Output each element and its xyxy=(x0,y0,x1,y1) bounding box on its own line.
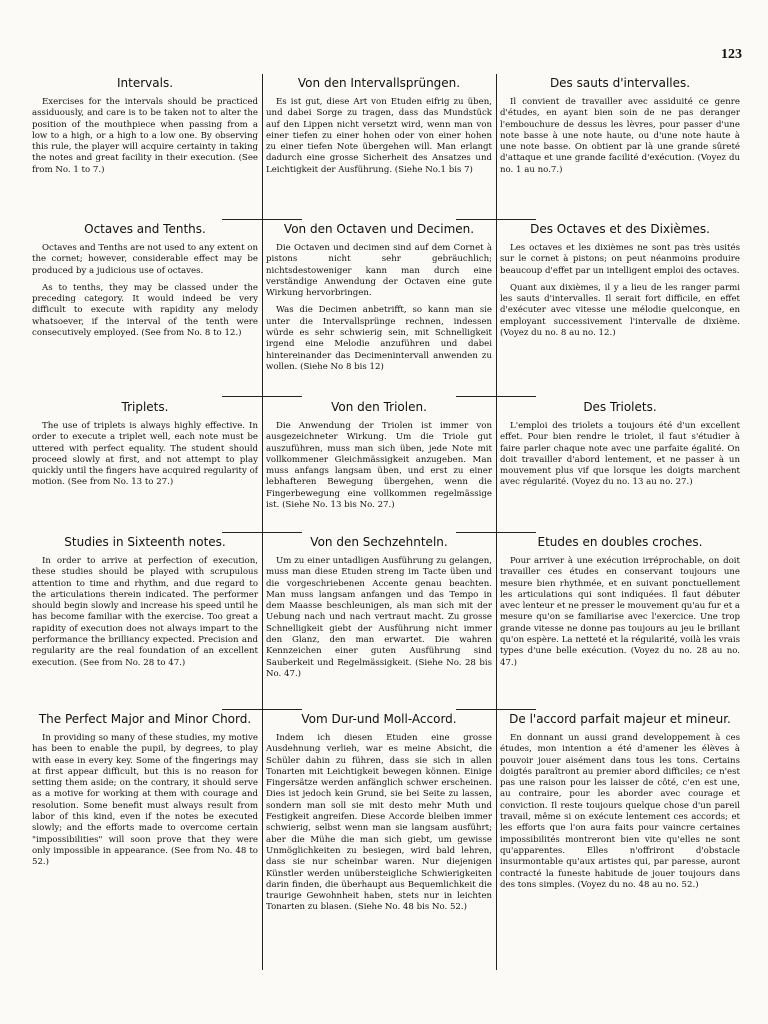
row-divider xyxy=(456,709,536,710)
section-paragraph: L'emploi des triolets a toujours été d'un excellent effet. Pour bien rendre le triolet, il faut s'étudier à faire parler chaque note avec une parfaite égalité. On doit travailler d'abord lentement, et ne passer à un mouvement plus vif que lorsque les doigts marchent avec régularité. (Voyez du no. 13 au no. 27.) xyxy=(500,421,740,488)
section-paragraph: Es ist gut, diese Art von Etuden eifrig zu üben, und dabei Sorge zu tragen, dass das Mundstück auf den Lippen nicht versetzt wird, wenn man von einer tiefen zu einer hohen oder von einer hohen zu einer tiefen Note übergehen will. Man erlangt dadurch eine grosse Sicherheit des Ansatzes und Leichtigkeit der Ausführung. (Siehe No.1 bis 7) xyxy=(266,97,492,175)
section-paragraph: Octaves and Tenths are not used to any extent on the cornet; however, considerable effect may be produced by a judicious use of octaves. xyxy=(32,243,258,276)
section-paragraph: Um zu einer untadligen Ausführung zu gelangen, muss man diese Etuden streng im Tacte üben und die vorgeschriebenen Accente genau beachten. Man muss langsam anfangen und das Tempo in dem Maasse beschleunigen, als man sich mit der Uebung nach und nach vertraut macht. Zu grosse Schnelligkeit giebt der Ausführung nicht immer den Glanz, den man erwartet. Die wahren Kennzeichen einer guten Ausführung sind Sauberkeit und Regelmässigkeit. (Siehe No. 28 bis No. 47.) xyxy=(266,556,492,679)
section-paragraph: Les octaves et les dixièmes ne sont pas très usités sur le cornet à pistons; on peut néanmoins produire beaucoup d'effet par un intelligent emploi des octaves. xyxy=(500,243,740,276)
section-paragraph: Pour arriver à une exécution irréprochable, on doit travailler ces études en conservant toujours une mesure bien rhythmée, et en suivant ponctuellement les articulations qui sont indiquées. Il faut débuter avec lenteur et ne presser le mouvement qu'au fur et a mesure qu'on se familiarise avec l'exercice. Une trop grande vitesse ne donne pas toujours au jeu le brillant qu'on espère. La netteté et la régularité, voilà les vrais types d'une belle exécution. (Voyez du no. 28 au no. 47.) xyxy=(500,556,740,668)
section-heading: Etudes en doubles croches. xyxy=(537,535,703,549)
section-heading: Von den Sechzehnteln. xyxy=(310,535,448,549)
section-des-octaves-et-des-dixi-mes xyxy=(500,222,740,393)
section-von-den-triolen xyxy=(266,400,492,529)
section-von-den-octaven-und-decimen xyxy=(266,222,492,393)
section-paragraph: Quant aux dixièmes, il y a lieu de les ranger parmi les sauts d'intervalles. Il serait fort difficile, en effet d'exécuter avec vitesse une mélodie quelconque, en employant successivement l'intervalle de dixième. (Voyez du no. 8 au no. 12.) xyxy=(500,282,740,339)
column-divider xyxy=(262,74,263,970)
section-paragraph: Exercises for the intervals should be practiced assiduously, and care is to be taken not to alter the position of the mouthpiece when passing from a low to a high, or a high to a low one. By observing this rule, the player will acquire certainty in taking the notes and great facility in their execution. (See from No. 1 to 7.) xyxy=(32,97,258,175)
section-des-sauts-d-intervalles xyxy=(500,76,740,216)
row-divider xyxy=(222,709,302,710)
section-triplets xyxy=(32,400,258,529)
section-vom-dur-und-moll-accord xyxy=(266,712,492,970)
section-intervals xyxy=(32,76,258,216)
section-heading: De l'accord parfait majeur et mineur. xyxy=(509,712,731,726)
section-etudes-en-doubles-croches xyxy=(500,535,740,706)
section-paragraph: Die Anwendung der Triolen ist immer von ausgezeichneter Wirkung. Um die Triole gut auszuführen, muss man sich üben, jede Note mit vollkommener Gleichmässigkeit anzugeben. Man muss anfangs langsam üben, und erst zu einer lebhafteren Bewegung übergehen, wenn die Fingerbewegung eine vollkommen regelmässige ist. (Siehe No. 13 bis No. 27.) xyxy=(266,421,492,511)
column-divider xyxy=(496,74,497,970)
section-octaves-and-tenths xyxy=(32,222,258,393)
section-heading: Octaves and Tenths. xyxy=(84,222,206,236)
section-paragraph: Indem ich diesen Etuden eine grosse Ausdehnung verlieh, war es meine Absicht, die Schüler dahin zu führen, dass sie sich in allen Tonarten mit Leichtigkeit bewegen können. Einige Fingersätze werden anfänglich schwer erscheinen. Dies ist jedoch kein Grund, sie bei Seite zu lassen, sondern man soll sie mit desto mehr Muth und Festigkeit angreifen. Diese Accorde bleiben immer schwierig, selbst wenn man sie langsam ausführt; aber die Mühe die man sich giebt, um gewisse Unmöglichkeiten zu besiegen, wird bald lehren, dass sie nur scheinbar waren. Nur diejenigen Künstler werden unübersteigliche Schwierigkeiten darin finden, die überhaupt aus Bequemlichkeit die traurige Gewohnheit haben, stets nur in leichten Tonarten zu blasen. (Siehe No. 48 bis No. 52.) xyxy=(266,733,492,913)
section-von-den-sechzehnteln xyxy=(266,535,492,706)
section-des-triolets xyxy=(500,400,740,529)
section-heading: Des sauts d'intervalles. xyxy=(549,76,691,90)
section-paragraph: In providing so many of these studies, my motive has been to enable the pupil, by degrees, to play with ease in every key. Some of the fingerings may at first appear difficult, but this is no reason for setting them aside; on the contrary, it should serve as a motive for working at them with courage and resolution. Some benefit must always result from labor of this kind, even if the notes be executed slowly; and the efforts made to overcome certain "impossibilities" will soon prove that they were only impossible in appearance. (See from No. 48 to 52.) xyxy=(32,733,258,868)
section-heading: Studies in Sixteenth notes. xyxy=(64,535,226,549)
section-heading: Von den Octaven und Decimen. xyxy=(283,222,475,236)
page-number: 123 xyxy=(721,47,742,62)
section-heading: Des Octaves et des Dixièmes. xyxy=(530,222,710,236)
section-heading: Von den Intervallsprüngen. xyxy=(297,76,461,90)
row-divider xyxy=(456,532,536,533)
section-paragraph: The use of triplets is always highly effective. In order to execute a triplet well, each note must be uttered with perfect equality. The student should proceed slowly at first, and not attempt to play quickly until the fingers have acquired regularity of motion. (See from No. 13 to 27.) xyxy=(32,421,258,488)
section-heading: Intervals. xyxy=(116,76,174,90)
section-heading: Vom Dur-und Moll-Accord. xyxy=(301,712,457,726)
row-divider xyxy=(222,532,302,533)
section-paragraph: In order to arrive at perfection of execution, these studies should be played with scrupulous attention to time and rhythm, and due regard to the articulations therein indicated. The performer should begin slowly and increase his speed until he has become familiar with the exercise. Too great a rapidity of execution does not always impart to the performance the brilliancy expected. Precision and regularity are the real foundation of an excellent execution. (See from No. 28 to 47.) xyxy=(32,556,258,668)
section-de-l-accord-parfait-majeur-et-mineur xyxy=(500,712,740,970)
section-heading: Des Triolets. xyxy=(583,400,657,414)
section-paragraph: Il convient de travailler avec assiduité ce genre d'études, en ayant bien soin de ne pas deranger l'embouchure de dessus les lèvres, pour passer d'une note basse à une note haute, ou d'une note haute à une note basse. On obtient par là une grande sûreté d'attaque et une grande facilité d'exécution. (Voyez du no. 1 au no.7.) xyxy=(500,97,740,175)
section-the-perfect-major-and-minor-chord xyxy=(32,712,258,970)
section-paragraph: En donnant un aussi grand developpement à ces études, mon intention a été d'amener les élèves à pouvoir jouer aisément dans tous les tons. Certains doigtés paraîtront au premier abord difficiles; ce n'est pas une raison pour les laisser de côté, c'en est une, au contraire, pour les aborder avec courage et conviction. Il reste toujours quelque chose d'un pareil travail, même si on exécute lentement ces accords; et les efforts que l'on aura faits pour vaincre certaines impossibilités montreront bien vite qu'elles ne sont qu'apparentes. Elles n'offriront d'obstacle insurmontable qu'aux artistes qui, par paresse, auront contracté la funeste habitude de jouer toujours dans des tons simples. (Voyez du no. 48 au no. 52.) xyxy=(500,733,740,890)
section-heading: Von den Triolen. xyxy=(331,400,427,414)
section-paragraph: Was die Decimen anbetrifft, so kann man sie unter die Intervallsprünge rechnen, indessen würde es sehr schwierig sein, mit Schnelligkeit irgend eine Melodie anzuführen und dabei hintereinander das Decimenintervall anwenden zu wollen. (Siehe No 8 bis 12) xyxy=(266,305,492,372)
section-paragraph: As to tenths, they may be classed under the preceding category. It would indeed be very difficult to execute with rapidity any melody whatsoever, if the interval of the tenth were consecutively employed. (See from No. 8 to 12.) xyxy=(32,282,258,339)
row-divider xyxy=(456,396,536,397)
row-divider xyxy=(222,219,302,220)
section-studies-in-sixteenth-notes xyxy=(32,535,258,706)
section-heading: The Perfect Major and Minor Chord. xyxy=(38,712,252,726)
row-divider xyxy=(456,219,536,220)
row-divider xyxy=(222,396,302,397)
section-heading: Triplets. xyxy=(121,400,169,414)
section-paragraph: Die Octaven und decimen sind auf dem Cornet à pistons nicht sehr gebräuchlich; nichtsdestoweniger kann man durch eine verständige Anwendung der Octaven eine gute Wirkung hervorbringen. xyxy=(266,243,492,299)
section-von-den-intervallspr-ngen xyxy=(266,76,492,216)
